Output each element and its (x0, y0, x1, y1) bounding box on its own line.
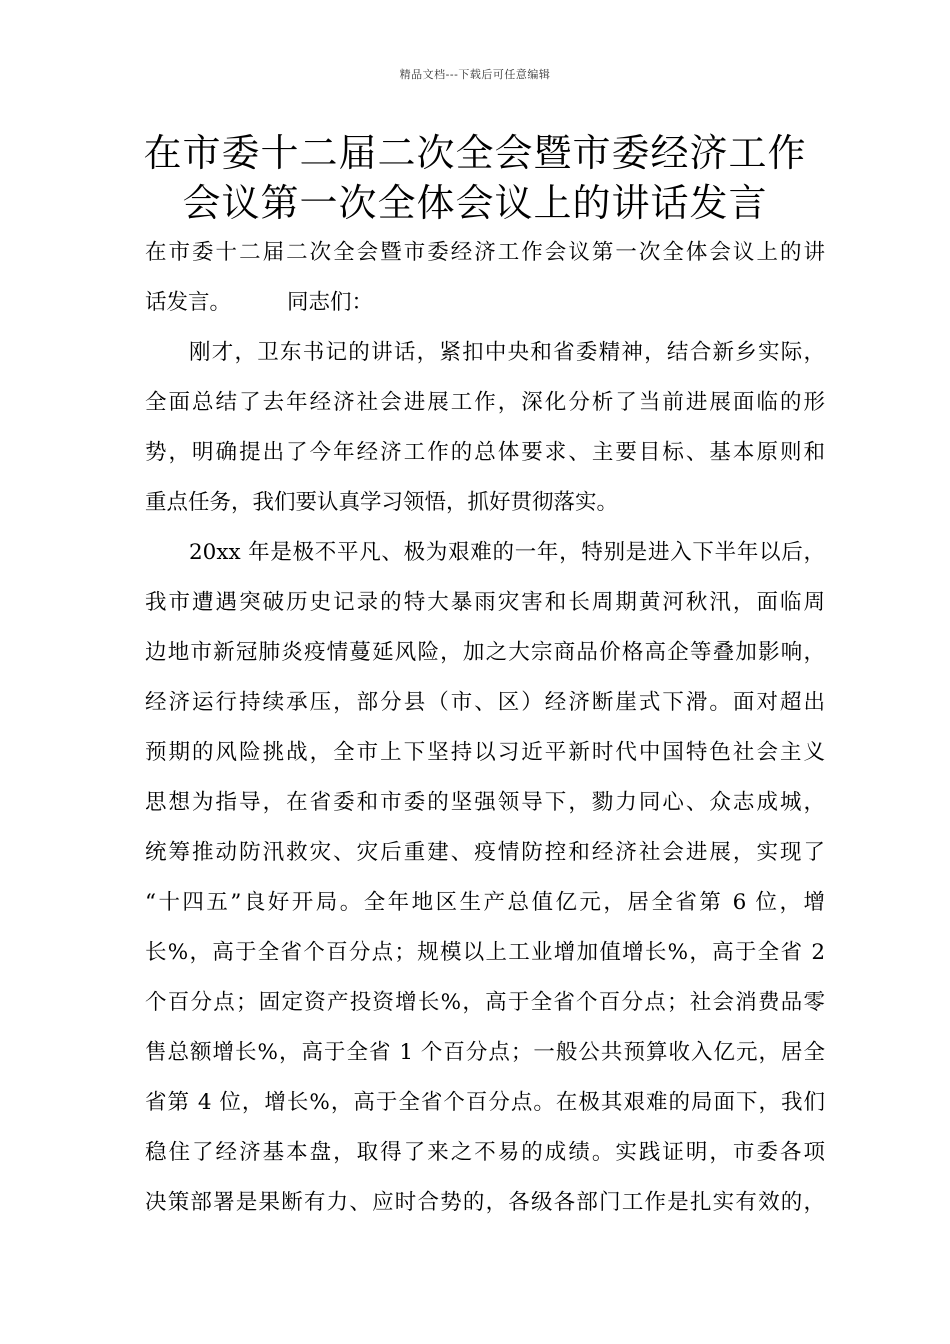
paragraph-line: 稳住了经济基本盘，取得了来之不易的成绩。实践证明，市委各项 (145, 1140, 825, 1165)
paragraph-line: 决策部署是果断有力、应时合势的，各级各部门工作是扎实有效的， (145, 1190, 825, 1215)
header-note: 精品文档---下载后可任意编辑 (399, 68, 551, 81)
intro-line: 在市委十二届二次全会暨市委经济工作会议第一次全体会议上的讲 (145, 240, 825, 265)
paragraph-line: 全面总结了去年经济社会进展工作，深化分析了当前进展面临的形 (145, 390, 825, 415)
paragraph-line: “十四五”良好开局。全年地区生产总值亿元，居全省第 6 位，增 (145, 890, 825, 915)
paragraph-line: 我市遭遇突破历史记录的特大暴雨灾害和长周期黄河秋汛，面临周 (145, 590, 825, 615)
paragraph-line: 刚才，卫东书记的讲话，紧扣中央和省委精神，结合新乡实际， (189, 340, 825, 365)
paragraph-line: 省第 4 位，增长%，高于全省个百分点。在极其艰难的局面下，我们 (145, 1090, 825, 1115)
paragraph-line: 长%，高于全省个百分点；规模以上工业增加值增长%，高于全省 2 (145, 940, 825, 965)
paragraph-line: 势，明确提出了今年经济工作的总体要求、主要目标、基本原则和 (145, 440, 825, 465)
paragraph-line: 统筹推动防汛救灾、灾后重建、疫情防控和经济社会进展，实现了 (145, 840, 825, 865)
paragraph-line: 预期的风险挑战，全市上下坚持以习近平新时代中国特色社会主义 (145, 740, 825, 765)
paragraph-line: 个百分点；固定资产投资增长%，高于全省个百分点；社会消费品零 (145, 990, 825, 1015)
paragraph-line: 售总额增长%，高于全省 1 个百分点；一般公共预算收入亿元，居全 (145, 1040, 825, 1065)
title-line: 会议第一次全体会议上的讲话发言 (182, 181, 768, 225)
paragraph-line: 重点任务，我们要认真学习领悟，抓好贯彻落实。 (145, 490, 619, 515)
paragraph-line: 经济运行持续承压，部分县（市、区）经济断崖式下滑。面对超出 (145, 690, 825, 715)
document-body (145, 228, 825, 1228)
salutation: 同志们： (287, 290, 374, 315)
title-line: 在市委十二届二次全会暨市委经济工作 (143, 131, 807, 175)
paragraph-line: 思想为指导，在省委和市委的坚强领导下，勠力同心、众志成城， (145, 790, 825, 815)
intro-line (145, 278, 825, 328)
intro-text: 话发言。 (145, 290, 232, 315)
document-title (60, 128, 890, 228)
paragraph-line: 20xx 年是极不平凡、极为艰难的一年，特别是进入下半年以后， (189, 540, 825, 565)
paragraph-line: 边地市新冠肺炎疫情蔓延风险，加之大宗商品价格高企等叠加影响， (145, 640, 825, 665)
